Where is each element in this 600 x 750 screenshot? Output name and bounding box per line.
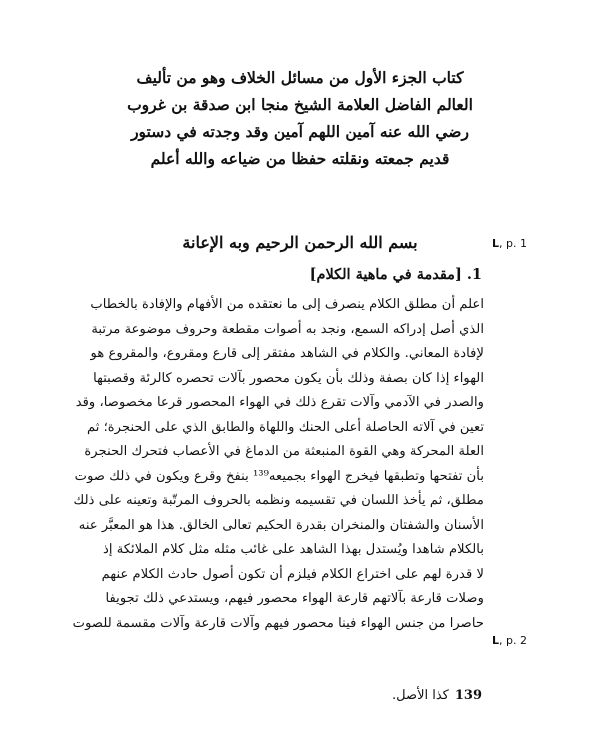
body-line: الهواء إذا كان بصفة وذلك بأن يكون محصور بآلات تحصره كالرئة وقصبتها (93, 370, 484, 386)
body-line: العلة المحركة وهي القوة المنبعثة من الدماغ في الأعصاب فتحرك الحنجرة (84, 444, 484, 459)
margin-reference-2: L, p. 2 (492, 634, 527, 647)
title-line: رضي الله عنه آمين اللهم آمين وقد وجدته في دستور (131, 122, 469, 141)
body-line: لإفادة المعاني. والكلام في الشاهد مفتقر إلى قارع ومقروع، والمقروع هو (90, 346, 484, 361)
title-line: العالم الفاضل العلامة الشيخ منجا ابن صدقة بن غروب (127, 95, 473, 114)
body-line: بالكلام شاهدا ويُستدل بهذا الشاهد على غائب مثله مثل كلام الملائكة إذ (102, 542, 484, 557)
body-line: مطلق، ثم يأخذ اللسان في تقسيمه ونظمه بالحروف المرتّبة وتعينه على ذلك (73, 493, 484, 508)
ref-siglum: L (492, 237, 500, 250)
body-line: والصدر في الآدمي وآلات تقرع ذلك في الهواء المحصور قرعا مخصوصا، وقد (75, 395, 484, 410)
body-line: تعين في آلاته الحاصلة أعلى الحنك واللهاة والطابق الذي على الحنجرة؛ ثم (86, 419, 484, 435)
colophon-title (100, 64, 500, 172)
body-line: اعلم أن مطلق الكلام ينصرف إلى ما نعتقده من الأفهام والإفادة بالخطاب (90, 297, 484, 312)
body-line: حاصرا من جنس الهواء فينا محصور فيهم وآلات قارعة وآلات مقسمة للصوت (72, 615, 484, 631)
footnote-text: كذا الأصل. (392, 688, 449, 703)
basmala: بسم الله الرحمن الرحيم وبه الإعانة (182, 233, 418, 252)
title-line: كتاب الجزء الأول من مسائل الخلاف وهو من تأليف (136, 68, 464, 87)
footnote (300, 688, 482, 703)
title-line: قديم جمعته ونقلته حفظا من ضياعه والله أعلم (150, 149, 450, 168)
ref-page: p. 1 (506, 237, 527, 250)
body-line: لا قدرة لهم على اختراع الكلام فيلزم أن تكون أصول حادث الكلام عنهم (101, 566, 484, 582)
body-line: وصلات قارعة بآلاتهم قارعة الهواء محصور فيهم، ويستدعي ذلك تجويفا (105, 591, 484, 606)
body-line: الأسنان والشفتان والمنخران بقدرة الحكيم تعالى الخالق. هذا هو المعبَّر عنه (78, 517, 484, 533)
margin-reference-1: L, p. 1 (492, 237, 527, 250)
ref-page: p. 2 (506, 634, 527, 647)
ref-siglum: L (492, 634, 500, 647)
footnote-number: 139 (454, 688, 482, 703)
body-line: الذي أصل إدراكه السمع، ونجد به أصوات مقطعة وحروف موضوعة مرتبة (91, 321, 484, 337)
section-heading: 1. [مقدمة في ماهية الكلام] (309, 266, 482, 283)
body-line: بأن تفتحها وتطبقها فيخرج الهواء بجميعه¹³⁹ بنفخ وقرع ويكون في ذلك صوت (74, 468, 484, 484)
body-text (72, 293, 484, 636)
